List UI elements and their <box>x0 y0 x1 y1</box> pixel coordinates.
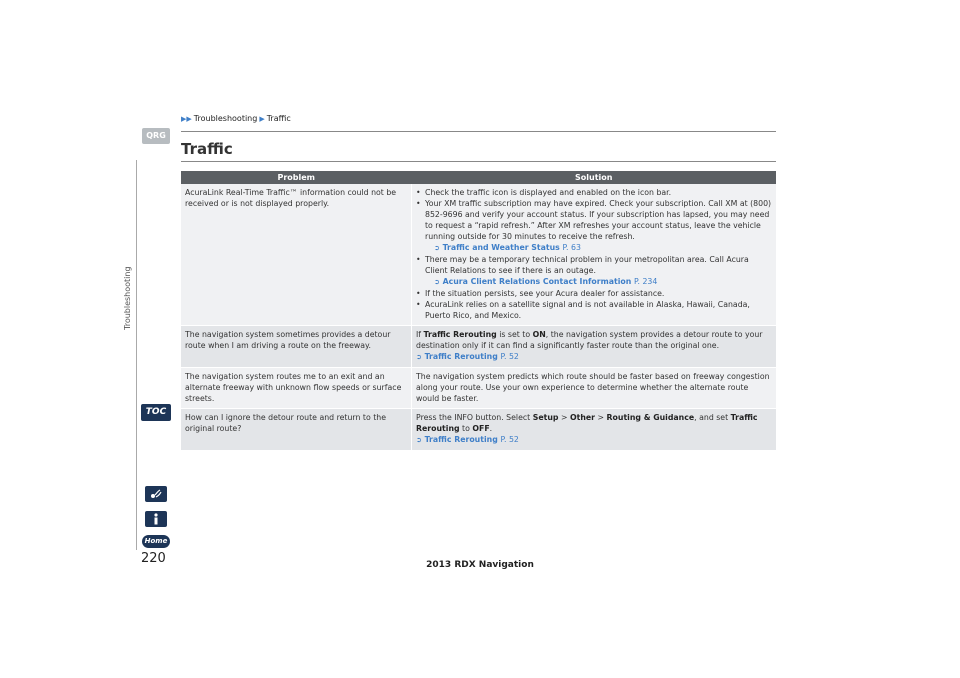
cross-reference-link[interactable]: ➲ Acura Client Relations Contact Information P. 234 <box>434 277 658 286</box>
link-arrow-icon: ➲ <box>434 244 440 252</box>
footer-title: 2013 RDX Navigation <box>426 560 534 570</box>
side-divider <box>136 160 137 550</box>
link-arrow-icon: ➲ <box>416 436 422 444</box>
table-row <box>181 326 776 368</box>
title-rule <box>181 161 776 162</box>
breadcrumb-arrow-icon: ▶▶ <box>181 114 192 123</box>
table-row <box>181 184 776 326</box>
list-item: • Your XM traffic subscription may have expired. Check your subscription. Call XM at (800) 852-9696 and verify your account status. If your subscription has lapsed, you may need to request a “rapid refresh.” After XM refreshes your account status, leave the vehicle running outside for 30 minutes to receive the refresh. ➲ Traffic and Weather Status P. 63 <box>416 199 772 252</box>
solution-cell <box>412 184 777 326</box>
breadcrumb-arrow-icon: ▶ <box>259 114 265 123</box>
problem-cell: The navigation system sometimes provides a detour route when I am driving a route on the freeway. <box>181 326 412 368</box>
page-number: 220 <box>141 551 166 566</box>
solution-cell: If Traffic Rerouting is set to ON, the navigation system provides a detour route to your destination only if it can find a significantly faster route than the original one. ➲ Traffic Rerouting P. 52 <box>412 326 777 368</box>
link-arrow-icon: ➲ <box>434 278 440 286</box>
solution-cell: The navigation system predicts which route should be faster based on freeway congestion along your route. Use your own experience to determine whether the alternate route would be faster. <box>412 368 777 409</box>
list-item: • If the situation persists, see your Acura dealer for assistance. <box>416 289 665 298</box>
problem-cell: AcuraLink Real-Time Traffic™ information could not be received or is not displayed properly. <box>181 184 412 326</box>
solution-cell: Press the INFO button. Select Setup > Other > Routing & Guidance, and set Traffic Rerouting to OFF. ➲ Traffic Rerouting P. 52 <box>412 409 777 451</box>
qrg-button[interactable]: QRG <box>142 128 170 144</box>
header-solution: Solution <box>412 171 777 184</box>
breadcrumb-item-traffic: Traffic <box>266 114 291 123</box>
toc-button[interactable]: TOC <box>141 404 171 421</box>
header-problem: Problem <box>181 171 412 184</box>
side-tab-label: Troubleshooting <box>123 266 132 330</box>
cross-reference-link[interactable]: ➲ Traffic and Weather Status P. 63 <box>434 243 581 252</box>
table-header-row <box>181 171 776 184</box>
home-button[interactable]: Home <box>142 535 170 548</box>
info-icon <box>151 513 161 525</box>
list-item: • Check the traffic icon is displayed and enabled on the icon bar. <box>416 188 672 197</box>
problem-cell: The navigation system routes me to an exit and an alternate freeway with unknown flow speeds or surface streets. <box>181 368 412 409</box>
problem-cell: How can I ignore the detour route and return to the original route? <box>181 409 412 451</box>
table-row <box>181 409 776 451</box>
link-arrow-icon: ➲ <box>416 353 422 361</box>
cross-reference-link[interactable]: ➲ Traffic Rerouting P. 52 <box>416 435 519 444</box>
voice-command-button[interactable] <box>145 486 167 502</box>
list-item: • AcuraLink relies on a satellite signal and is not available in Alaska, Hawaii, Canada, Puerto Rico, and Mexico. <box>416 300 750 320</box>
breadcrumb <box>181 114 291 123</box>
table-row <box>181 368 776 409</box>
cross-reference-link[interactable]: ➲ Traffic Rerouting P. 52 <box>416 352 519 361</box>
voice-command-icon <box>149 488 163 500</box>
breadcrumb-item-troubleshooting[interactable]: Troubleshooting <box>193 114 258 123</box>
troubleshooting-table <box>181 171 776 450</box>
index-button[interactable] <box>145 511 167 527</box>
list-item: • There may be a temporary technical problem in your metropolitan area. Call Acura Client Relations to see if there is an outage. ➲ Acura Client Relations Contact Information P. 234 <box>416 254 772 288</box>
page-title: Traffic <box>181 140 233 158</box>
header-rule <box>181 131 776 132</box>
